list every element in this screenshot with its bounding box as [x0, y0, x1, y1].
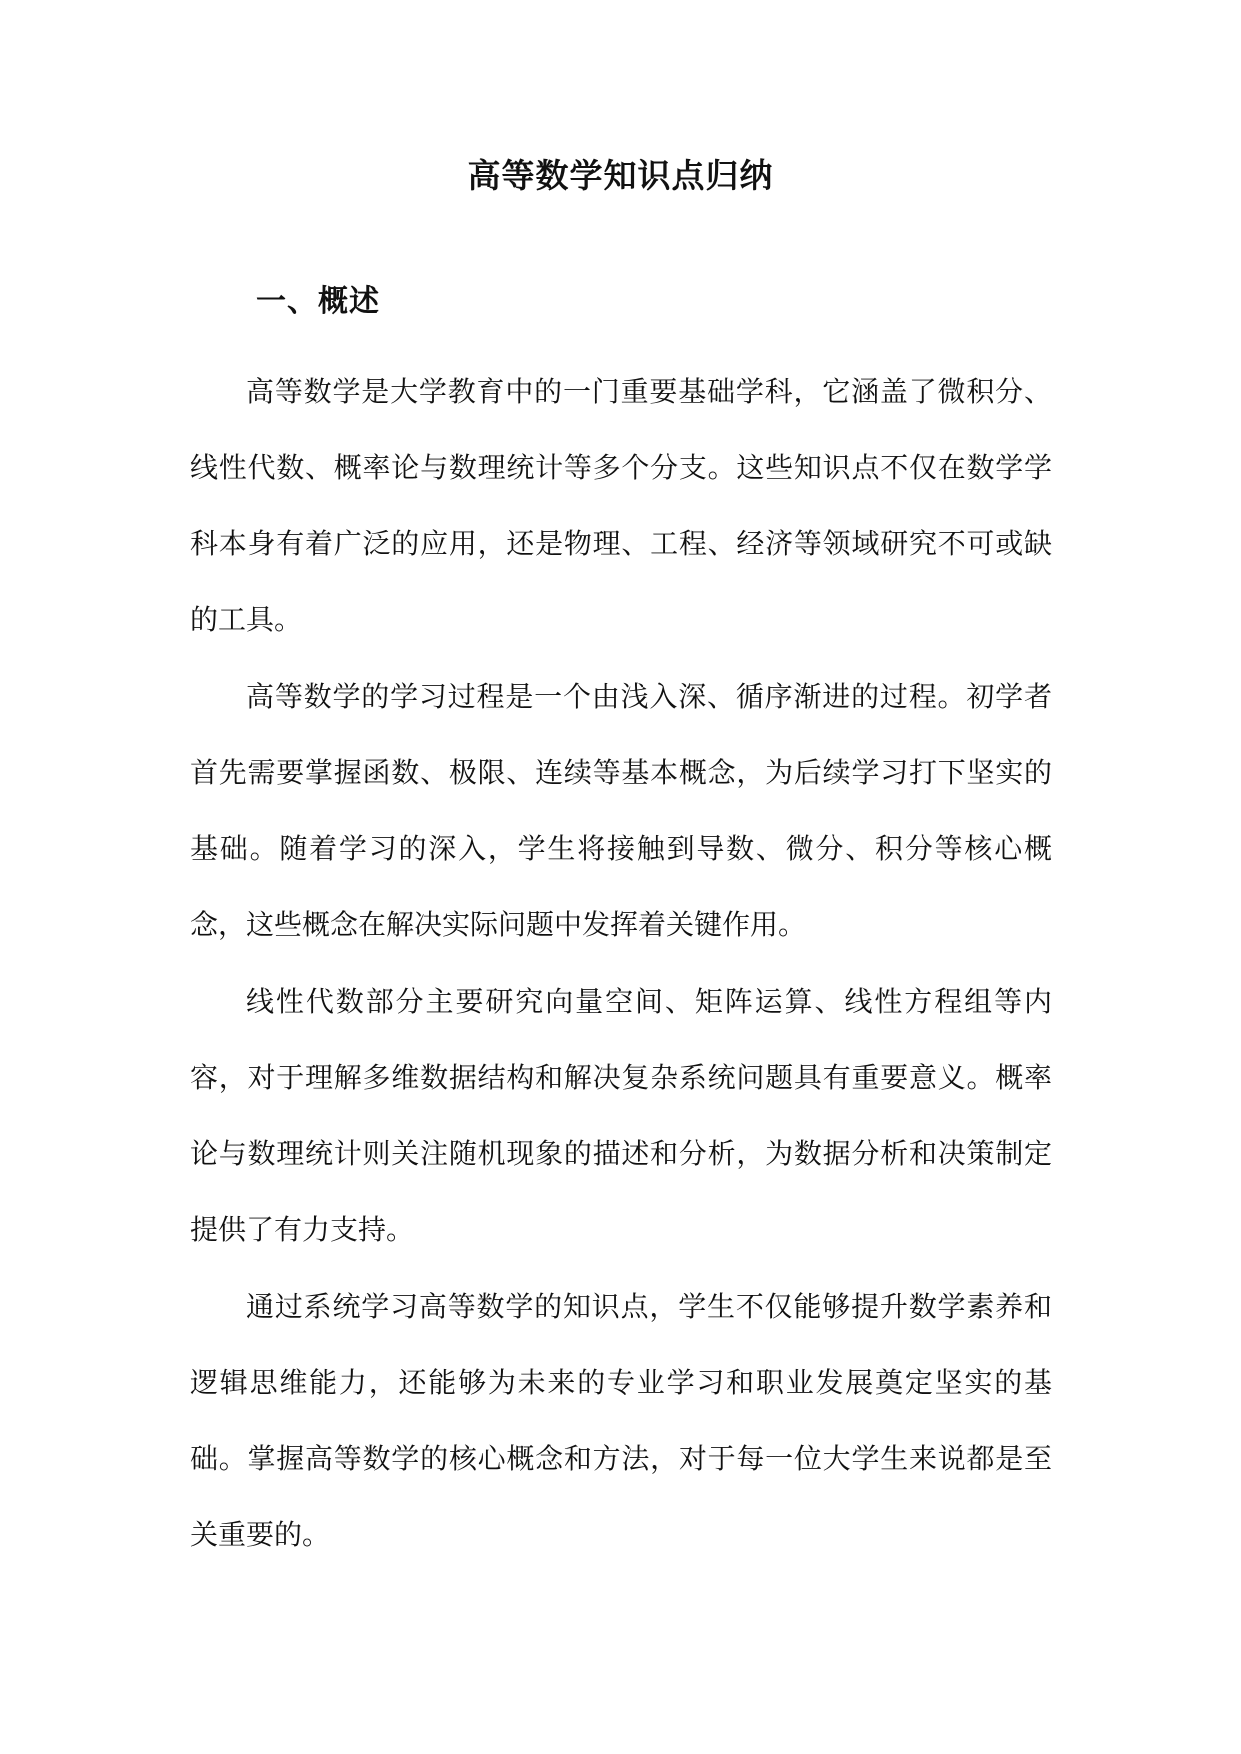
paragraph-overview: 高等数学是大学教育中的一门重要基础学科，它涵盖了微积分、线性代数、概率论与数理统计等多个分支。这些知识点不仅在数学学科本身有着广泛的应用，还是物理、工程、经济等领域研究不可或缺的工具。 [190, 375, 1052, 636]
paragraph-conclusion: 通过系统学习高等数学的知识点，学生不仅能够提升数学素养和逻辑思维能力，还能够为未来的专业学习和职业发展奠定坚实的基础。掌握高等数学的核心概念和方法，对于每一位大学生来说都是至关重要的。 [190, 1290, 1052, 1551]
section-heading: 一、概述 [256, 284, 380, 319]
document-title: 高等数学知识点归纳 [467, 156, 774, 195]
paragraph-linear-algebra-probability: 线性代数部分主要研究向量空间、矩阵运算、线性方程组等内容，对于理解多维数据结构和解决复杂系统问题具有重要意义。概率论与数理统计则关注随机现象的描述和分析，为数据分析和决策制定提供了有力支持。 [190, 985, 1052, 1246]
paragraph-learning-process: 高等数学的学习过程是一个由浅入深、循序渐进的过程。初学者首先需要掌握函数、极限、连续等基本概念，为后续学习打下坚实的基础。随着学习的深入，学生将接触到导数、微分、积分等核心概念，这些概念在解决实际问题中发挥着关键作用。 [190, 680, 1052, 941]
